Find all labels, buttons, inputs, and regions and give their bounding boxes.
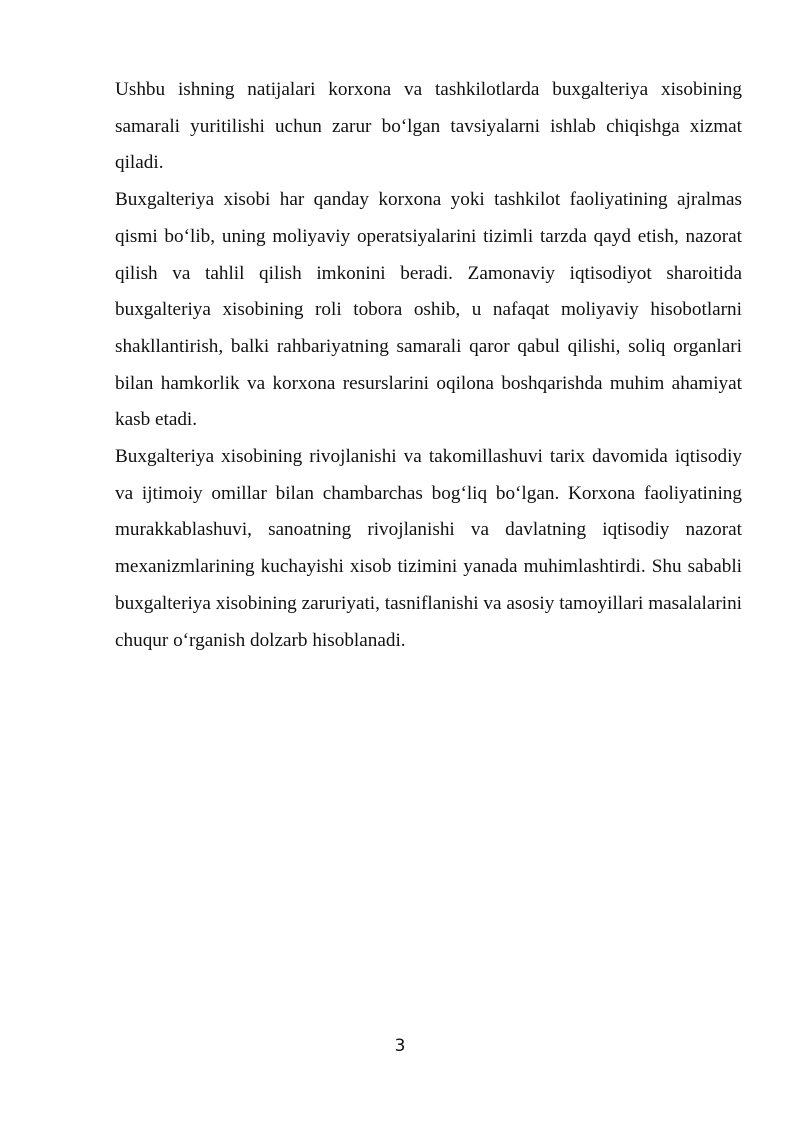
document-body <box>115 72 742 659</box>
paragraph-1: Ushbu ishning natijalari korxona va tashkilotlarda buxgalteriya xisobining samarali yuritilishi uchun zarur bo‘lgan tavsiyalarni ishlab chiqishga xizmat qiladi. <box>115 79 742 174</box>
page-number: 3 <box>394 1036 406 1056</box>
paragraph-2: Buxgalteriya xisobi har qanday korxona yoki tashkilot faoliyatining ajralmas qismi bo‘lib, uning moliyaviy operatsiyalarini tizimli tarzda qayd etish, nazorat qilish va tahlil qilish imkonini beradi. Zamonaviy iqtisodiyot sharoitida buxgalteriya xisobining roli tobora oshib, u nafaqat moliyaviy hisobotlarni shakllantirish, balki rahbariyatning samarali qaror qabul qilishi, soliq organlari bilan hamkorlik va korxona resurslarini oqilona boshqarishda muhim ahamiyat kasb etadi. <box>115 189 742 431</box>
paragraph-3: Buxgalteriya xisobining rivojlanishi va takomillashuvi tarix davomida iqtisodiy va ijtimoiy omillar bilan chambarchas bog‘liq bo‘lgan. Korxona faoliyatining murakkablashuvi, sanoatning rivojlanishi va davlatning iqtisodiy nazorat mexanizmlarining kuchayishi xisob tizimini yanada muhimlashtirdi. Shu sababli buxgalteriya xisobining zaruriyati, tasniflanishi va asosiy tamoyillari masalalarini chuqur o‘rganish dolzarb hisoblanadi. <box>115 446 742 651</box>
